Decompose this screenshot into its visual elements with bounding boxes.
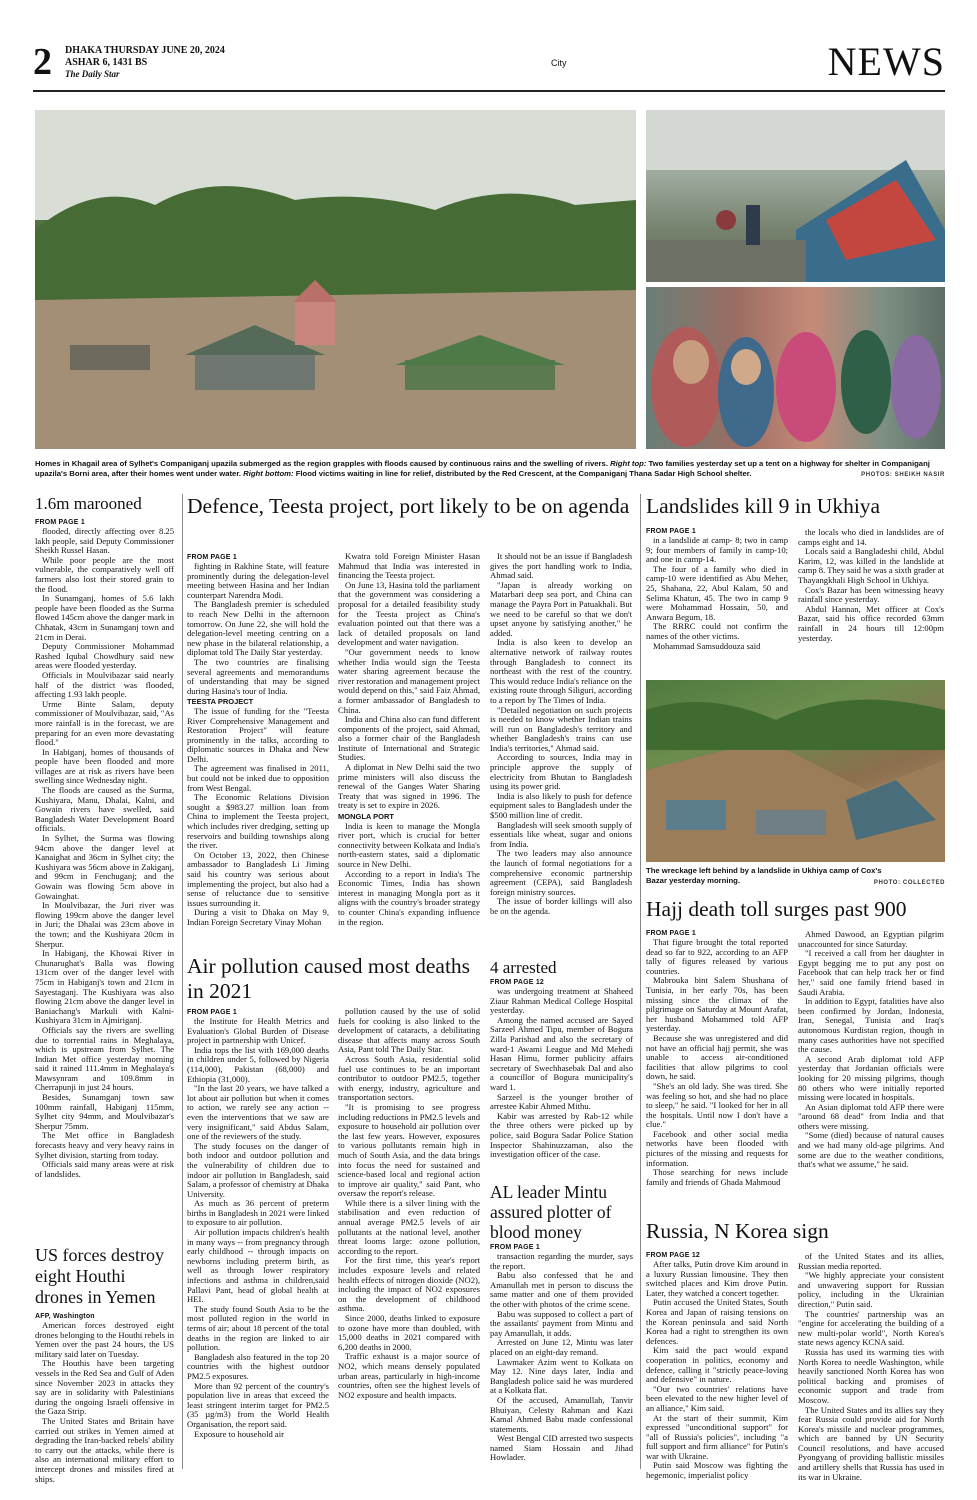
subhead: TEESTA PROJECT xyxy=(187,697,254,707)
paragraph: Deputy Commissioner Mohammad Rashed Iqubal Chowdhury said new areas were flooded yesterday. xyxy=(35,641,174,671)
kicker-landslides: FROM PAGE 1 xyxy=(646,528,696,535)
body-landslides-1 xyxy=(646,536,788,651)
paragraph: Putin said Moscow was fighting the hegemonic, imperialist policy xyxy=(646,1460,788,1481)
air-col-1 xyxy=(187,1007,329,1439)
paragraph: India is also likely to push for defence equipment sales to Bangladesh under the $500 million line of credit. xyxy=(490,790,632,821)
article-defence xyxy=(187,494,633,927)
paragraph: "In the last 20 years, we have talked a lot about air pollution but when it comes to action, we rarely see any action -- even the interventions that we saw are very insignificant," said Abdus Salam, one of the reviewers of the study. xyxy=(187,1083,329,1142)
paragraph: Putin accused the United States, South Korea and Japan of raising tensions on the Korean peninsula and said North Korea had a right to strengthen its own defences. xyxy=(646,1297,788,1346)
paragraph: Across South Asia, residential solid fuel use continues to be an important contributor to outdoor PM2.5, together with energy, industry, agriculture and transportation sectors. xyxy=(338,1053,480,1103)
paragraph: The United States and its allies say they fear Russia could provide aid for North Korea's missile and nuclear programmes, which are banned by UN Security Council resolutions, and have accused Pyongyang of providing ballistic missiles and artillery shells that Russia has used in its war in Ukraine. xyxy=(798,1404,944,1482)
paragraph: "Some (died) because of natural causes and we had many old-age pilgrims. And some are due to the weather conditions, that's what we assume," he said. xyxy=(798,1130,944,1170)
headline-marooned: 1.6m marooned xyxy=(35,494,142,513)
paragraph: Kwatra told Foreign Minister Hasan Mahmud that India was interested in financing the Teesta project. xyxy=(338,551,480,581)
paragraph: Lawmaker Azim went to Kolkata on May 12. Nine days later, India and Bangladesh police said he was murdered at a Kolkata flat. xyxy=(490,1356,633,1396)
paragraph: Bangladesh also featured in the top 20 countries with the highest outdoor PM2.5 exposures. xyxy=(187,1351,329,1381)
hajj-col-1 xyxy=(646,928,788,1187)
paragraph: fighting in Rakhine State, will feature prominently during the delegation-level meeting between Hasina and her Indian counterpart Narendra Modi. xyxy=(187,561,329,600)
russia-col-1 xyxy=(646,1250,788,1481)
paragraph: The two countries are finalising several agreements and memorandums of understanding that may be signed during Hasina's tour of India. xyxy=(187,656,329,696)
paragraph: the locals who died in landslides are of camps eight and 14. xyxy=(798,527,944,547)
paragraph: Since 2000, deaths linked to exposure to ozone have more than doubled, with 15,000 deaths in 2021 compared with 6,200 deaths in 2000. xyxy=(338,1313,480,1352)
paragraph: Facebook and other social media networks have been flooded with pictures of the missing and requests for information. xyxy=(646,1128,788,1168)
kicker-russia: FROM PAGE 12 xyxy=(646,1252,701,1259)
article-mintu xyxy=(490,1182,633,1463)
paragraph: Exposure to household air xyxy=(194,1428,284,1439)
paragraph: The United States and Britain have carried out strikes in Yemen aimed at degrading the Iran-backed rebels' ability to carry out the attacks, while there is also an international military effort to intercept drones and missiles fired at ships. xyxy=(35,1415,174,1484)
body-defence-3 xyxy=(490,552,632,917)
paragraph: Babu was supposed to collect a part of the assailants' payment from Mintu and pay Amanullah, it adds. xyxy=(490,1308,633,1338)
column-rule-1 xyxy=(182,494,183,1469)
paragraph: Mabrouka bint Salem Shushana of Tunisia, in her early 70s, has been missing since the climax of the pilgrimage on Saturday at Mount Arafat, her husband Mohammed told AFP yesterday. xyxy=(646,975,788,1034)
paragraph: For the first time, this year's report includes exposure levels and related health effects of nitrogen dioxide (NO2), including the impact of NO2 exposures on the development of childhood asthma. xyxy=(338,1255,480,1314)
paragraph: Abdul Hannan, Met officer at Cox's Bazar, said his office recorded 63mm rainfall in 24 hours till 12:00pm yesterday. xyxy=(798,603,944,643)
paragraph: Officials said many areas were at risk of landslides. xyxy=(35,1159,174,1179)
body-houthi xyxy=(35,1321,174,1484)
paragraph: The countries' partnership was an "engine for accelerating the building of a new multi-polar world", North Korea's state news agency KCNA said. xyxy=(798,1308,944,1348)
article-houthi xyxy=(35,1245,174,1484)
paragraph: While poor people are the most vulnerable, the comparatively well off farmers also lost their stored grain to the flood. xyxy=(35,554,174,594)
article-landslides xyxy=(646,494,945,651)
article-arrested xyxy=(490,958,633,1160)
headline-hajj: Hajj death toll surges past 900 xyxy=(646,897,907,921)
paper-logo: The Daily Star xyxy=(65,69,120,79)
paragraph: It should not be an issue if Bangladesh gives the port handling work to India, Ahmad said. xyxy=(490,551,632,581)
article-russia xyxy=(646,1219,945,1482)
headline-houthi: US forces destroy eight Houthi drones in Yemen xyxy=(35,1245,164,1307)
paragraph: Arrested on June 12, Mintu was later placed on an eight-day remand. xyxy=(490,1337,633,1357)
body-russia-2 xyxy=(798,1252,944,1482)
paragraph: India is also keen to develop an alternative network of railway routes through Bangladesh to connect its northeast with the rest of the country. This would reduce India's reliance on the existing route through Siliguri, according to a report by The Times of India. xyxy=(490,637,633,705)
headline-russia: Russia, N Korea sign xyxy=(646,1219,829,1243)
headline-defence: Defence, Teesta project, port likely to be on agenda xyxy=(187,494,630,518)
paragraph: The RRRC could not confirm the names of the other victims. xyxy=(646,621,788,641)
kicker-hajj: FROM PAGE 1 xyxy=(646,930,696,937)
body-defence-2 xyxy=(338,552,480,927)
paragraph: Ahmed Dawood, an Egyptian pilgrim unaccounted for since Saturday. xyxy=(798,929,944,949)
paragraph: Russia has used its warming ties with North Korea to needle Washington, while heavily sanctioned North Korea has won political backing and promises of economic support and trade from Moscow. xyxy=(798,1346,944,1405)
paragraph: Sarzeel is the younger brother of arrestee Kabir Ahmed Mithu. xyxy=(490,1091,633,1112)
section-title: NEWS xyxy=(827,39,945,84)
paragraph: Babu also confessed that he and Amanullah met in person to discuss the same matter and one of them provided the other with photos of the crime scene. xyxy=(490,1270,633,1309)
landslides-col-1 xyxy=(646,526,788,651)
paragraph: pollution caused by the use of solid fuels for cooking is also linked to the development of cataracts, a debilitating disease that affects many across South Asia, Pant told The Daily Star. xyxy=(338,1006,480,1055)
flood-photo-main xyxy=(35,110,636,449)
landslide-caption: The wreckage left behind by a landslide in Ukhiya camp of Cox's Bazar yesterday morning. xyxy=(646,866,882,885)
flood-photo-relief-line xyxy=(646,287,945,449)
article-air-pollution xyxy=(187,954,487,1439)
photo-caption: Homes in Khagail area of Sylhet's Companiganj upazila submerged as the region grapples with floods caused by continuous rains and the swelling of rivers. Right top: Two families yesterday set up a tent on a highway for shelter in Companiganj upazila's Borni area, after their homes went under water. Right bottom: Flood victims waiting in line for relief, distributed by the Red Crescent, at the Companiganj Thana Sadar High School shelter. xyxy=(35,459,930,478)
paragraph: In Habiganj, homes of thousands of people have been flooded and more villages are at risk as rivers have been swelling since Wednesday night. xyxy=(35,746,174,786)
paragraph: of the United States and its allies, Russian media reported. xyxy=(798,1251,944,1271)
paragraph: The Bangladesh premier is scheduled to reach New Delhi in the afternoon tomorrow. On June 22, she will hold the delegation-level meeting centring on a new phase in the bilateral relationship, a diplomat told The Daily Star yesterday. xyxy=(187,599,329,658)
paragraph: As much as 36 percent of preterm births in Bangladesh in 2021 were linked to exposure to air pollution. xyxy=(187,1198,329,1228)
body-marooned xyxy=(35,527,174,1179)
kicker-mintu: FROM PAGE 1 xyxy=(490,1244,540,1251)
paragraph: Cox's Bazar has been witnessing heavy rainfall since yesterday. xyxy=(798,584,944,605)
paragraph: According to a report in India's The Economic Times, India has shown interest in managing Mongla port as it aligns with the country's broader strategy to counter China's expanding influence in the region. xyxy=(338,868,480,927)
body-air-2 xyxy=(338,1007,480,1400)
paragraph: On June 13, Hasina told the parliament that the government was considering a proposal for a detailed feasibility study for the Teesta project as China's evaluation pointed out that there was a lack of detailed proposals on land development and water navigation. xyxy=(338,579,480,648)
paragraph: American forces destroyed eight drones belonging to the Houthi rebels in Yemen over the past 24 hours, the US military said later on Tuesday. xyxy=(35,1320,174,1359)
paragraph: According to sources, India may in principle approve the supply of electricity from Bhutan to Bangladesh using its power grid. xyxy=(490,752,632,792)
defence-col-1 xyxy=(187,552,329,928)
paragraph: On October 13, 2022, then Chinese ambassador to Bangladesh Li Jiming said his country was serious about implementing the project, but also had a sense of reluctance due to sensitive issues surrounding it. xyxy=(187,849,329,908)
paragraph: India and China also can fund different components of the project, said Ahmad, also a former chair of the Bangladesh Institute of International and Strategic Studies. xyxy=(338,714,480,763)
body-hajj-2 xyxy=(798,930,944,1170)
landslide-credit: PHOTO: COLLECTED xyxy=(873,880,945,886)
paragraph: "Detailed negotiation on such projects is needed to know whether Indian trains will run on Bangladesh's territory and whether Bangladesh's trains can use India's territories," Ahmad said. xyxy=(490,704,632,753)
body-arrested xyxy=(490,987,633,1160)
paragraph: An Asian diplomat told AFP there were "around 68 dead" from India and that others were missing. xyxy=(798,1101,944,1131)
paragraph: "She's an old lady. She was tired. She was feeling so hot, and she had no place to sleep," he said. "I looked for her in all the hospitals. Until now I don't have a clue." xyxy=(646,1080,788,1130)
paragraph: India tops the list with 169,000 deaths in children under 5, followed by Nigeria (114,000), Pakistan (68,000) and Ethiopia (31,000). xyxy=(187,1044,329,1084)
paragraph: "We highly appreciate your consistent and unwavering support for Russian policy, including in the Ukrainian direction," Putin said. xyxy=(798,1270,944,1309)
paragraph: The study focuses on the danger of both indoor and outdoor pollution and the vulnerability of children due to indoor air pollution in Bangladesh, said Salam, a professor of chemistry at Dhaka University. xyxy=(187,1140,329,1199)
paragraph: The Economic Relations Division sought a $983.27 million loan from China to implement the Teesta project, which includes river dredging, setting up reservoirs and building townships along the river. xyxy=(187,792,329,851)
paragraph: The Met office in Bangladesh forecasts heavy and very heavy rains in Sylhet division, starting from today. xyxy=(35,1130,174,1160)
paragraph: The Houthis have been targeting vessels in the Red Sea and Gulf of Aden since November 2023 in attacks they say are in solidarity with Palestinians during the ongoing Israeli offensive in the Gaza Strip. xyxy=(35,1358,174,1417)
byline-houthi: AFP, Washington xyxy=(35,1313,95,1320)
paragraph: During a visit to Dhaka on May 9, Indian Foreign Secretary Vinay Mohan xyxy=(187,907,329,927)
paragraph: Air pollution impacts children's health in many ways -- from pregnancy through early childhood -- through impacts on newborns including preterm birth, as well as through lower respiratory infections and asthma in children,said Pallavi Pant, head of global health at HEI. xyxy=(187,1227,329,1305)
headline-arrested: 4 arrested xyxy=(490,958,557,977)
paragraph: While there is a silver lining with the stabilisation and even reduction of annual average PM2.5 levels of air pollutants at the national level, another threat looms large: ozone pollution, according to the report. xyxy=(338,1197,480,1256)
dateline: DHAKA THURSDAY JUNE 20, 2024 xyxy=(65,45,225,56)
body-russia-1 xyxy=(646,1260,788,1481)
paragraph: In Habiganj, the Khowai River in Chunarughat's Balla was flowing 131cm over of the danger level with 75cm in Habiganj's town and 21cm in Sayestaganj. The Kushiyara was also flowing 21cm above the danger level in Baniachang's Markuli with Kalni-Kushiyara 31cm in Ajmiriganj. xyxy=(35,948,174,1026)
landslide-scene xyxy=(646,680,945,862)
headline-landslides: Landslides kill 9 in Ukhiya xyxy=(646,494,881,518)
paragraph: "Japan is already working on Matarbari deep sea port, and China can manage the Payra Port in Patuakhali. But we need to be careful so that we don't upset anyone by satisfying another," he added. xyxy=(490,579,632,638)
paragraph: Locals said a Bangladeshi child, Abdul Karim, 12, was killed in the landslide at camp 8. They said he was a sixth grader at Thayangkhali High School in Ukhiya. xyxy=(798,546,944,585)
flood-scene xyxy=(35,110,636,449)
paragraph: At the start of their summit, Kim expressed "unconditional support" for "all of Russia's policies", including "a full support and firm alliance" for Putin's war with Ukraine. xyxy=(646,1412,788,1461)
paragraph: The two leaders may also announce the launch of formal negotiations for a comprehensive economic partnership agreement (CEPA), said Bangladesh foreign ministry sources. xyxy=(490,848,632,897)
tent-scene xyxy=(646,110,945,282)
paragraph: Officials say the rivers are swelling due to torrential rains in Meghalaya, which is upstream from Sylhet. The Indian Met office yesterday morning said it rained 111.4mm in Meghalaya's Mawsynram and 109.8mm in Cherrapunji in just 24 hours. xyxy=(35,1024,174,1093)
masthead xyxy=(33,39,945,86)
paragraph: A diplomat in New Delhi said the two prime ministers will also discuss the renewal of the Ganges Water Sharing Treaty that was signed in 1996. The treaty is set to expire in 2026. xyxy=(338,762,480,811)
paragraph: "It is promising to see progress including reductions in PM2.5 levels and exposure to household air pollution over the last few years. However, exposures to various pollutants remain high in much of South Asia, and the data brings into focus the need for sustained and science-based local and regional action to improve air quality," said Pant, who oversaw the report's release. xyxy=(338,1101,480,1199)
body-defence-1 xyxy=(187,562,329,928)
kicker-arrested: FROM PAGE 12 xyxy=(490,979,545,987)
paragraph: Of the accused, Amanullah, Tanvir Bhuiyan, Celesty Rahman and Kazi Kamal Ahmed Babu made confessional statements. xyxy=(490,1394,633,1434)
paragraph: In Sylhet, the Surma was flowing 94cm above the danger level at Kanaighat and 36cm in Sylhet city; the Kushiyara was 56cm above in Zakiganj, and 99cm in Fenchuganj; and the Gowain was flowing 5cm above in Gowainghat. xyxy=(35,833,174,901)
flood-photo-tent xyxy=(646,110,945,282)
paragraph: The agreement was finalised in 2011, but could not be inked due to opposition from West Bengal. xyxy=(187,763,329,793)
paragraph: India is keen to manage the Mongla river port, which is crucial for better connectivity between Kolkata and India's north-eastern states, said a diplomatic source in New Delhi. xyxy=(338,820,480,869)
paragraph: Kabir was arrested by Rab-12 while the three others were picked up by police, said Bogura Sadar Police Station Inspector Shahinuzzaman, also the investigation officer of the case. xyxy=(490,1110,633,1160)
paragraph: The floods are caused as the Surma, Kushiyara, Manu, Dhalai, Kalni, and Gowain rivers have swelled, said Bangladesh Water Development Board officials. xyxy=(35,785,174,834)
paragraph: That figure brought the total reported dead so far to 922, according to an AFP tally of figures released by various countries. xyxy=(646,937,788,976)
paragraph: "I received a call from her daughter in Egypt begging me to put any post on Facebook that can help track her or find her," said one family friend based in Saudi Arabia. xyxy=(798,948,944,997)
body-hajj-1 xyxy=(646,938,788,1187)
paragraph: After talks, Putin drove Kim around in a luxury Russian limousine. They then switched places and Kim drove Putin. Later, they watched a concert together. xyxy=(646,1259,788,1298)
paragraph: flooded, directly affecting over 8.25 lakh people, said Deputy Commissioner Sheikh Russel Hasan. xyxy=(35,526,174,556)
paragraph: Officials in Moulvibazar said nearly half of the district was flooded, affecting 1.93 lakh people. xyxy=(35,669,174,700)
relief-scene xyxy=(646,287,945,449)
page-number: 2 xyxy=(33,41,52,83)
article-marooned xyxy=(35,494,174,1179)
paragraph: The study found South Asia to be the most polluted region in the world in terms of air; about 18 percent of the total deaths in the region are linked to air pollution. xyxy=(187,1303,329,1353)
paragraph: The four of a family who died in camp-10 were identified as Abu Meher, 25, Shahana, 22, Abul Kalam, 50 and Selima Khatun, 45. The two in camp 9 were Mohammad Hossain, 50, and Anwara Begum, 18. xyxy=(646,563,788,622)
kicker-marooned: FROM PAGE 1 xyxy=(35,519,85,527)
section-label: City xyxy=(551,58,567,68)
subhead: MONGLA PORT xyxy=(338,812,394,822)
paragraph: the Institute for Health Metrics and Evaluation's Global Burden of Disease project in partnership with Unicef. xyxy=(187,1016,329,1046)
paragraph: was undergoing treatment at Shaheed Ziaur Rahman Medical College Hospital yesterday. xyxy=(490,986,633,1016)
paragraph: West Bengal CID arrested two suspects named Siam Hossain and Jihad Howlader. xyxy=(490,1433,633,1463)
paragraph: "Our government needs to know whether India would sign the Teesta water sharing agreement because the river restoration and management project would depend on this," said Faiz Ahmad, a former ambassador of Bangladesh to China. xyxy=(338,646,480,715)
paragraph: The issue of border killings will also be on the agenda. xyxy=(490,896,632,916)
paragraph: "Our two countries' relations have been elevated to the new higher level of an alliance," Kim said. xyxy=(646,1383,788,1413)
paragraph: Among the named accused are Sayed Sarzeel Ahmed Tipu, member of Bogura Zilla Parishad and also the secretary of ward-1 Awami League and Md Mehedi Hasan Himu, former publicity affairs secretary of Swechhasebak Dal and also a councillor of Bogura municipality's ward 1. xyxy=(490,1014,633,1092)
bangla-date: ASHAR 6, 1431 BS xyxy=(65,57,148,68)
paragraph: A second Arab diplomat told AFP yesterday that Jordanian officials were looking for 20 missing pilgrims, though 80 others who were initially reported missing were located in hospitals. xyxy=(798,1053,944,1103)
body-mintu xyxy=(490,1252,633,1463)
headline-mintu: AL leader Mintu assured plotter of blood money xyxy=(490,1182,612,1242)
paragraph: Kim said the pact would expand cooperation in politics, economy and defence, calling it "strictly peace-loving and defensive" in nature. xyxy=(646,1345,788,1385)
paragraph: Urme Binte Salam, deputy commissioner of Moulvibazar, said, "As more rainfall is in the forecast, we are preparing for an even more devastating flood." xyxy=(35,698,174,748)
paragraph: In Moulvibazar, the Juri river was flowing 199cm above the danger level in Juri; the Dhalai was 23cm above in the town; and the Kushiyara 20cm in Sherpur. xyxy=(35,900,174,949)
paragraph: Traffic exhaust is a major source of NO2, which means densely populated urban areas, particularly in high-income countries, often see the highest levels of NO2 exposure and health impacts. xyxy=(338,1351,480,1400)
kicker-air: FROM PAGE 1 xyxy=(187,1009,237,1016)
article-hajj xyxy=(646,897,945,1187)
body-air-1 xyxy=(187,1017,329,1439)
headline-air: Air pollution caused most deaths in 2021 xyxy=(187,954,471,1003)
paragraph: Bangladesh will seek smooth supply of essentials like wheat, sugar and onions from India. xyxy=(490,819,632,849)
masthead-rule xyxy=(33,90,945,92)
paragraph: transaction regarding the murder, says the report. xyxy=(490,1251,633,1271)
paragraph: In addition to Egypt, fatalities have also been confirmed by Jordan, Indonesia, Iran, Senegal, Tunisia and Iraq's autonomous Kurdistan region, though in many cases authorities have not specified the cause. xyxy=(798,996,944,1055)
paragraph: in a landslide at camp- 8; two in camp 9; four members of family in camp-10; and one in camp-14. xyxy=(646,535,788,565)
paragraph: Because she was unregistered and did not have an official hajj permit, she was unable to access air-conditioned facilities that allow pilgrims to cool down, he said. xyxy=(646,1032,788,1082)
paragraph: Besides, Sunamganj town saw 100mm rainfall, Habiganj 115mm, Sylhet city 94mm, and Moulvibazar's Sherpur 75mm. xyxy=(35,1092,174,1131)
body-landslides-2 xyxy=(798,528,944,643)
paragraph: In Sunamganj, homes of 5.6 lakh people have been flooded as the Surma flowed 145cm above the danger mark in Chhatak, 43cm in Sunamganj town and 21cm in Derai. xyxy=(35,593,174,642)
paragraph: Those searching for news include family and friends of Ghada Mahmoud xyxy=(646,1167,788,1187)
paragraph: The issue of funding for the "Teesta River Comprehensive Management and Restoration Project" will feature prominently in the talks, according to diplomatic sources in Dhaka and New Delhi. xyxy=(187,705,329,764)
column-rule-2 xyxy=(640,494,641,1469)
kicker-defence: FROM PAGE 1 xyxy=(187,554,237,561)
paragraph: More than 92 percent of the country's population live in areas that exceed the least stringent interim target for PM2.5 (35 µg/m3) from the World Health Organisation, the report said. xyxy=(187,1380,329,1429)
landslide-photo xyxy=(646,680,945,862)
photo-credit: PHOTOS: SHEIKH NASIR xyxy=(861,472,945,478)
paragraph: Mohammad Samsuddouza said xyxy=(653,640,761,651)
